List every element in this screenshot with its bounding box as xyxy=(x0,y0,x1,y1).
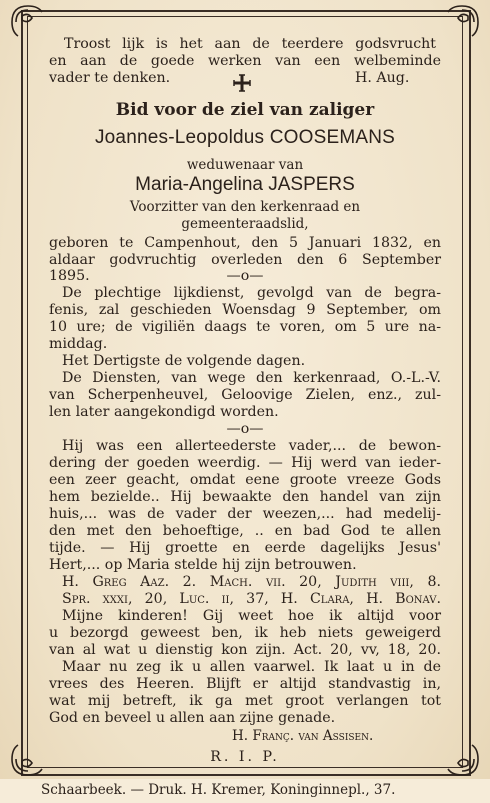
intro-source: H. Aug. xyxy=(355,70,410,86)
eulogy-line: een zeer geacht, omdat eene groote vreeze Gods xyxy=(49,472,441,488)
eulogy-line: God en beveel u allen aan zijne genade. xyxy=(49,710,336,726)
eulogy-line: Hij was een allerteederste vader,... de bewon- xyxy=(62,438,441,454)
eulogy-line: Hert,... op Maria stelde hij zijn betrouwen. xyxy=(49,557,357,573)
bio-line: middag. xyxy=(49,336,108,352)
bio-line: aldaar godvruchtig overleden den 6 September xyxy=(49,252,441,268)
separator: —o— xyxy=(226,268,264,284)
citation-line: H. Greg Aaz. 2. Mach. vii. 20, Judith viii, 8. xyxy=(62,574,441,590)
prayer-heading: Bid voor de ziel van zaliger xyxy=(115,100,375,120)
eulogy-line: dering der goeden weerdig. — Hij werd van ieder- xyxy=(49,455,441,471)
eulogy-source: H. Franç. van Assisen. xyxy=(232,728,374,744)
eulogy-line: tijde. — Hij groette en eerde dagelijks Jesus' xyxy=(49,540,441,556)
separator: —o— xyxy=(226,421,264,437)
bio-line: len later aangekondigd worden. xyxy=(49,404,279,420)
intro-line: vader te denken. xyxy=(49,70,171,86)
bio-line: 1895. xyxy=(49,268,90,284)
eulogy-line: den met den behoeftige, .. en bad God te allen xyxy=(49,523,441,539)
intro-line: Troost lijk is het aan de teerdere godsvrucht xyxy=(64,36,436,52)
bio-line: 10 ure; de vigiliën daags te voren, om 5 ure na- xyxy=(49,319,441,335)
eulogy-line: Mijne kinderen! Gij weet hoe ik altijd voor xyxy=(62,608,441,624)
printer-imprint: Schaarbeek. — Druk. H. Kremer, Koninginnepl., 37. xyxy=(41,782,396,798)
eulogy-line: vrees des Heeren. Blijft er altijd standvastig in, xyxy=(49,676,441,692)
widower-label: weduwenaar van xyxy=(186,157,304,173)
bio-line: Het Dertigste de volgende dagen. xyxy=(62,353,306,369)
rip-text: R. I. P. xyxy=(210,749,280,765)
cross-icon xyxy=(233,74,251,92)
bio-line: De Diensten, van wege den kerkenraad, O.-L.-V. xyxy=(62,370,441,386)
citation-line: Spr. xxxi, 20, Luc. ii, 37, H. Clara, H. Bonav. xyxy=(62,591,441,607)
eulogy-line: van al wat u dienstig kon zijn. Act. 20, vv, 18, 20. xyxy=(49,642,441,658)
bio-line: fenis, zal geschieden Woensdag 9 September, om xyxy=(49,302,441,318)
corner-ornament-icon xyxy=(8,2,48,42)
deceased-name: Joannes-Leopoldus COOSEMANS xyxy=(94,127,396,148)
bio-line: van Scherpenheuvel, Geloovige Zielen, enz., zul- xyxy=(49,387,441,403)
bio-line: geboren te Campenhout, den 5 Januari 1832, en xyxy=(49,235,441,251)
eulogy-line: u bezorgd geweest ben, ik heb niets geweigerd xyxy=(49,625,441,641)
eulogy-line: hem bezielde.. Hij bewaakte den handel van zijn xyxy=(49,489,441,505)
intro-line: en aan de goede werken van een welbeminde xyxy=(49,53,441,69)
spouse-name: Maria-Angelina JASPERS xyxy=(135,174,355,195)
role-line: Voorzitter van den kerkenraad en xyxy=(129,199,361,215)
eulogy-line: huis,... was de vader der weezen,... had medelij- xyxy=(49,506,441,522)
eulogy-line: Maar nu zeg ik u allen vaarwel. Ik laat u in de xyxy=(62,659,441,675)
corner-ornament-icon xyxy=(442,2,482,42)
bio-line: De plechtige lijkdienst, gevolgd van de begra- xyxy=(62,285,441,301)
eulogy-line: wat mij betreft, ik ga met groot verlangen tot xyxy=(49,693,441,709)
role-line: gemeenteraadslid, xyxy=(181,216,309,232)
